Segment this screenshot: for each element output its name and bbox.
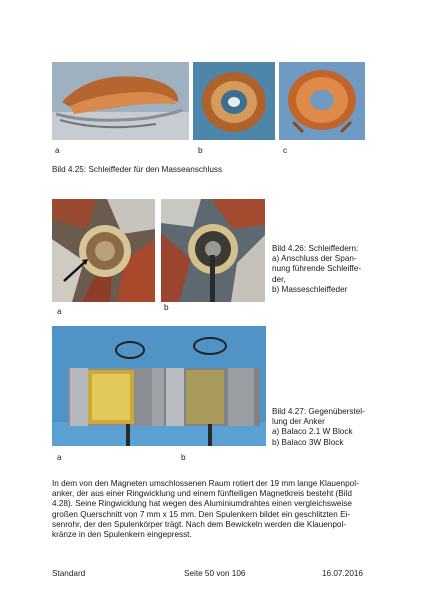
caption-line: b) Masseschleiffeder <box>272 284 348 294</box>
photo-ground-spring-c <box>279 62 365 140</box>
figure-caption-4-27 <box>272 407 365 448</box>
paragraph-line: großen Querschnitt von 7 mm x 15 mm. Den Spulenkern bildet ein geschlitzten Ei- <box>52 509 351 519</box>
caption-line: der, <box>272 274 286 284</box>
photo-label-b: b <box>181 453 186 462</box>
paragraph-line: 4.28). Seine Ringwicklung hat wegen des Aluminiumdrahtes einen vergleichsweise <box>52 499 352 509</box>
body-paragraph <box>52 479 359 540</box>
caption-line: Bild 4.27: Gegenüberstel- <box>272 407 365 416</box>
photo-label-c: c <box>283 146 288 155</box>
photo-label-a: a <box>57 307 62 316</box>
paragraph-line: senrohr, der den Spulenkörper trägt. Nach dem Bewickeln werden die Klauenpol- <box>52 519 347 529</box>
photo-label-b: b <box>164 303 169 312</box>
photo-slip-spring-b <box>161 199 265 302</box>
paragraph-line: kränze in den Spulenkern eingepresst. <box>52 530 192 540</box>
caption-line: Bild 4.26: Schleiffedern: <box>272 244 359 253</box>
photo-ground-spring-a <box>52 62 189 140</box>
photo-ground-spring-b <box>193 62 275 140</box>
paragraph-line: In dem von den Magneten umschlossenen Raum rotiert der 19 mm lange Klauenpol- <box>52 479 359 488</box>
caption-line: lung der Anker <box>272 417 325 427</box>
photo-slip-spring-a <box>52 199 155 302</box>
page-footer <box>0 569 424 581</box>
figure-caption-4-26 <box>272 244 361 295</box>
paragraph-line: anker, der aus einer Ringwicklung und einem fünfteiligen Magnetkreis besteht (Bild <box>52 489 352 499</box>
footer-left: Standard <box>52 569 86 578</box>
photo-armatures-comparison <box>52 326 266 446</box>
caption-line: b) Balaco 3W Block <box>272 437 344 447</box>
caption-line: nung führende Schleiffe- <box>272 264 362 274</box>
photo-label-b: b <box>198 146 203 155</box>
caption-line: a) Balaco 2.1 W Block <box>272 427 353 437</box>
photo-label-a: a <box>55 146 60 155</box>
photo-label-a: a <box>57 453 62 462</box>
figure-caption-4-25: Bild 4.25: Schleiffeder für den Masseanschluss <box>52 165 223 174</box>
footer-date: 16.07.2016 <box>322 569 363 578</box>
footer-page-number: Seite 50 von 106 <box>184 569 246 578</box>
caption-line: a) Anschluss der Span- <box>272 254 357 264</box>
